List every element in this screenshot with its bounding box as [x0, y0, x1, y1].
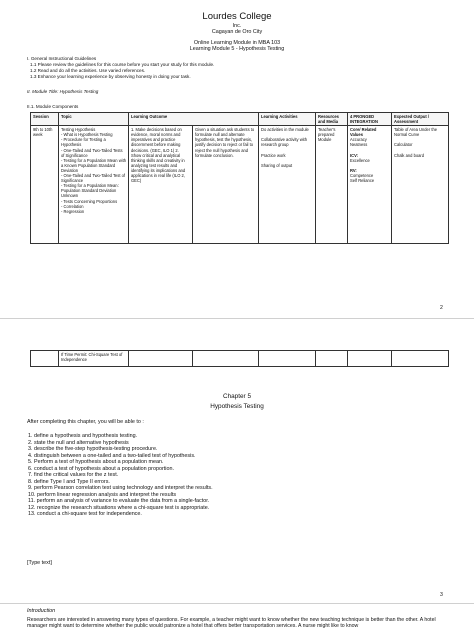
objective-item: 1. define a hypothesis and hypothesis testing.: [28, 433, 138, 439]
page-number: 2: [440, 305, 443, 311]
objective-item: 5. Perform a test of hypothesis about a population mean.: [28, 459, 164, 465]
integration-item: Core/ Related Values: [350, 127, 377, 138]
cell-chi-square: If Time Permit: Chi-Square Test of Independence: [59, 351, 129, 367]
empty-cell: [129, 351, 193, 367]
header-topic: Topic: [59, 113, 129, 126]
integration-item: RV:: [350, 167, 357, 173]
header-resources: Resources and Media: [316, 113, 348, 126]
activity-item: Collaborative activity with research group: [261, 137, 307, 148]
cell-integration: [348, 126, 392, 244]
cell-outcome: 1. Make decisions based on evidence, moral norms and imperatives and practice discernment before making decisions. (GEC, ILO 1) 2. Show critical and analytical thinking skills and creativity in analyzing test results and identifying its implications and applications in real life (ILO 2, GEC): [129, 126, 193, 244]
assessment-item: Chalk and board: [394, 152, 425, 158]
assessment-item: Table of Area Under the Normal Curve: [394, 127, 438, 138]
cell-activities: [259, 126, 316, 244]
topic-item: - Testing for a Population Mean: Population Standard Deviation Unknown: [61, 183, 119, 199]
objective-item: 4. distinguish between a one-tailed and a two-tailed test of hypothesis.: [28, 452, 196, 459]
introduction-text: Researchers are interested in answering many types of questions. For example, a teacher might want to know whether the new teaching technique is better than the other. A hotel manager might want to determine whether the public would patronize a hotel that offers better transportation services. A nurse might like to know: [27, 617, 436, 630]
empty-cell: [392, 351, 449, 367]
objective-item: 8. define Type I and Type II errors.: [28, 478, 110, 485]
integration-item: Competence: [350, 173, 374, 179]
cell-assessment: [392, 126, 449, 244]
page-break: [0, 318, 474, 319]
module-line-2: Learning Module 5 - Hypothesis Testing: [189, 46, 285, 52]
empty-cell: [193, 351, 259, 367]
guideline-item: 1.3 Enhance your learning experience by observing honesty in doing your task.: [30, 74, 191, 79]
header-learning-outcome: Learning Outcome: [129, 113, 259, 126]
topic-item: - What is Hypothesis Testing: [61, 132, 113, 138]
topic-item: - One-Tailed and Two-Tailed Tests of Significance: [61, 147, 123, 158]
cell-topics: [59, 126, 129, 244]
header-learning-activities: Learning Activities: [259, 113, 316, 126]
activity-item: Do activities in the module: [261, 127, 309, 133]
topic-item: - Correlation: [61, 203, 84, 209]
objective-item: 6. conduct a test of hypothesis about a population proportion.: [28, 465, 174, 472]
integration-item: Excellence: [350, 157, 370, 163]
topic-item: - Tests Concerning Proportions: [61, 198, 118, 204]
page-break: [0, 603, 474, 604]
objective-item: 3. describe the five-step hypothesis-testing procedure.: [28, 446, 158, 452]
integration-item: ICV:: [350, 152, 358, 158]
header-session: Session: [31, 113, 59, 126]
module-line-1: Online Learning Module in MBA 103: [193, 40, 281, 46]
module-components-table: [30, 112, 449, 244]
table-row: [31, 351, 449, 367]
topic-item: - Procedure for Testing a Hypothesis: [61, 137, 106, 148]
type-text-placeholder: [Type text]: [27, 560, 52, 566]
objective-item: 9. perform Pearson correlation test using technology and interpret the results.: [28, 485, 213, 491]
empty-cell: [259, 351, 316, 367]
school-city: Cagayan de Oro City: [211, 29, 263, 35]
header-integration: 4 PRONGED INTEGRATION: [348, 113, 392, 126]
empty-cell: [316, 351, 348, 367]
activity-item: Practice work: [261, 152, 286, 158]
topic-item: - Testing for a Population Mean with a Known Population Standard Deviation: [61, 157, 127, 173]
cell-session: 9th to 10th week: [31, 126, 59, 244]
introduction-heading: Introduction: [27, 608, 56, 614]
objective-item: 7. find the critical values for the z test.: [28, 472, 119, 478]
table-header-row: [31, 113, 449, 126]
objective-item: 11. perform an analysis of variance to evaluate the data from a single-factor.: [28, 498, 210, 504]
page-number: 3: [440, 592, 443, 598]
empty-cell: [348, 351, 392, 367]
table-row: [31, 126, 449, 244]
assessment-item: Calculator: [394, 142, 413, 148]
objective-item: 12. recognize the research situations where a chi-square test is appropriate.: [28, 504, 210, 511]
school-name: Lourdes College: [202, 11, 272, 22]
topic-item: Testing Hypothesis: [61, 127, 96, 133]
guideline-item: 1.1 Please review the guidelines for this course before you start your study for this module.: [30, 62, 215, 67]
module-title: II. Module Title: Hypothesis Testing: [27, 89, 99, 94]
school-inc: Inc.: [232, 23, 242, 29]
topic-item: - Regression: [61, 208, 85, 214]
continuation-table: [30, 350, 449, 367]
integration-item: Accuracy: [350, 137, 367, 143]
objective-item: 10. perform linear regression analysis and interpret the results: [28, 491, 177, 498]
integration-item: Self Reliance: [350, 178, 375, 184]
objectives-intro: After completing this chapter, you will be able to :: [27, 419, 144, 425]
header-expected-output: Expected Output / Assessment: [392, 113, 449, 126]
chapter-subtitle: Hypothesis Testing: [210, 403, 264, 410]
integration-item: Neatness: [350, 142, 368, 148]
objective-item: 2. state the null and alternative hypothesis: [28, 439, 129, 446]
guideline-item: 1.2 Read and do all the activities. Use varied references.: [30, 68, 146, 73]
empty-cell: [31, 351, 59, 367]
guidelines-heading: I. General Instructional Guidelines: [27, 56, 97, 61]
cell-outcome-activity: Given a situation ask students to formulate null and alternate hypothesis, test the hypothesis, justify decision to reject or fail to reject the null hypothesis and formulate conclusion.: [193, 126, 259, 244]
chapter-title: Chapter 5: [222, 393, 252, 400]
objective-item: 13. conduct a chi-square test for independence.: [28, 511, 142, 517]
cell-resources: Teacher's prepared Module: [316, 126, 348, 244]
components-heading: II.1. Module Components: [27, 104, 79, 109]
activity-item: Sharing of output: [261, 162, 293, 168]
topic-item: - One-Tailed and Two-Tailed Test of Significance: [61, 173, 126, 184]
